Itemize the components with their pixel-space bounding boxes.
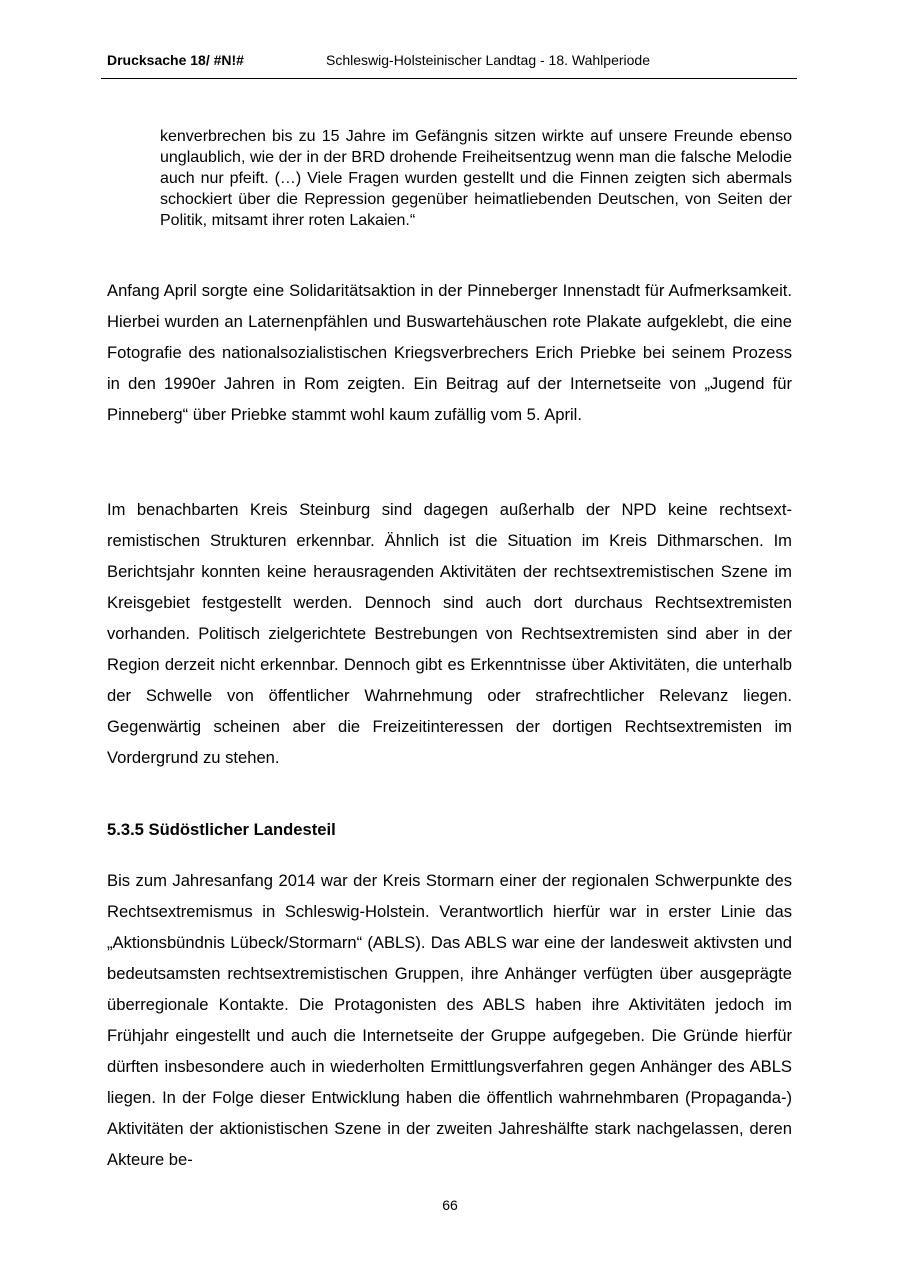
paragraph-steinburg: Im benachbarten Kreis Steinburg sind dagegen außerhalb der NPD keine rechtsextremistischen Strukturen erkennbar. Ähnlich ist die Situation im Kreis Dithmarschen. Im Berichtsjahr konnten keine herausragenden Aktivitäten der rechtsextremistischen Szene im Kreisgebiet festgestellt werden. Dennoch sind auch dort durchaus Rechtsextremisten vorhanden. Politisch zielgerichtete Bestrebungen von Rechtsextremisten sind aber in der Region derzeit nicht erkennbar. Dennoch gibt es Erkenntnisse über Aktivitäten, die unterhalb der Schwelle von öffentlicher Wahrnehmung oder strafrechtlicher Relevanz liegen. Gegenwärtig scheinen aber die Freizeitinteressen der dortigen Rechtsextremisten im Vordergrund zu stehen. — [107, 500, 792, 767]
document-id: Drucksache 18/ #N!# — [107, 52, 244, 68]
block-quote: kenverbrechen bis zu 15 Jahre im Gefängnis sitzen wirkte auf unsere Freunde ebenso unglaublich, wie der in der BRD drohende Freiheitsentzug wenn man die falsche Melodie auch nur pfeift. (…) Viele Fragen wurden gestellt und die Finnen zeigten sich abermals schockiert über die Repression gegenüber heimatliebenden Deutschen, von Seiten der Politik, mitsamt ihrer roten Lakaien.“ — [160, 128, 792, 229]
paragraph-pinneberg: Anfang April sorgte eine Solidaritätsaktion in der Pinneberger Innenstadt für Aufmerksamkeit. Hierbei wurden an Laternenpfählen und Buswartehäuschen rote Plakate aufgeklebt, die eine Fotografie des nationalsozialistischen Kriegsverbrechers Erich Priebke bei seinem Prozess in den 1990er Jahren in Rom zeigten. Ein Beitrag auf der Internetseite von „Jugend für Pinneberg“ über Priebke stammt wohl kaum zufällig vom 5. April. — [107, 281, 792, 424]
section-heading: 5.3.5 Südöstlicher Landesteil — [107, 820, 336, 839]
page-number: 66 — [442, 1197, 458, 1213]
page-header — [101, 50, 797, 79]
header-title: Schleswig-Holsteinischer Landtag - 18. Wahlperiode — [326, 52, 650, 68]
paragraph-stormarn: Bis zum Jahresanfang 2014 war der Kreis Stormarn einer der regionalen Schwerpunkte des Rechtsextremismus in Schleswig-Holstein. Verantwortlich hierfür war in erster Linie das „Aktionsbündnis Lübeck/Stormarn“ (ABLS). Das ABLS war eine der landesweit aktivsten und bedeutsamsten rechtsextremistischen Gruppen, ihre Anhänger verfügten über ausgeprägte überregionale Kontakte. Die Protagonisten des ABLS haben ihre Aktivitäten jedoch im Frühjahr eingestellt und auch die Internetseite der Gruppe aufgegeben. Die Gründe hierfür dürften insbesondere auch in wiederholten Ermittlungsverfahren gegen Anhänger des ABLS liegen. In der Folge dieser Entwicklung haben die öffentlich wahrnehmbaren (Propaganda-) Aktivitäten der aktionistischen Szene in der zweiten Jahreshälfte stark nachgelassen, deren Akteure be- — [107, 871, 792, 1169]
